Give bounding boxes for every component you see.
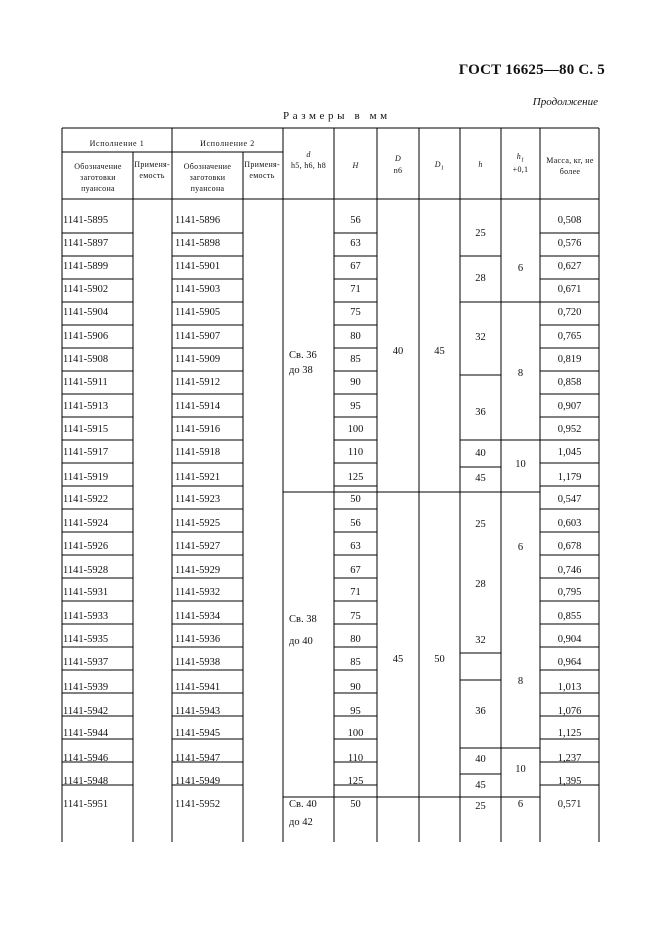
punch-blank-designation-1: 1141-5939 xyxy=(63,682,109,693)
mass-value: 0,746 xyxy=(557,565,582,576)
h1-value: 8 xyxy=(517,368,524,379)
mass-value: 0,671 xyxy=(557,284,582,295)
mass-value: 0,795 xyxy=(557,587,582,598)
H-value: 50 xyxy=(350,799,361,810)
mass-value: 1,237 xyxy=(557,753,582,764)
mass-value: 0,904 xyxy=(557,634,582,645)
punch-blank-designation-1: 1141-5937 xyxy=(63,657,109,668)
D1-value: 50 xyxy=(434,654,445,665)
punch-blank-designation-1: 1141-5935 xyxy=(63,634,109,645)
h1-value: 6 xyxy=(517,542,524,553)
d-range: до 40 xyxy=(289,636,313,647)
punch-blank-designation-2: 1141-5949 xyxy=(175,776,221,787)
punch-blank-designation-1: 1141-5948 xyxy=(63,776,109,787)
punch-blank-designation-2: 1141-5952 xyxy=(175,799,221,810)
D1-header: $D_1$ xyxy=(434,160,445,172)
H-value: 75 xyxy=(350,611,361,622)
punch-blank-designation-2: 1141-5905 xyxy=(175,307,221,318)
h-value: 36 xyxy=(475,706,486,717)
punch-blank-designation-2: 1141-5896 xyxy=(175,215,221,226)
mass-header: Масса, кг, не более xyxy=(546,156,594,176)
punch-blank-designation-2: 1141-5909 xyxy=(175,354,221,365)
punch-blank-designation-2: 1141-5941 xyxy=(175,682,221,693)
mass-value: 0,508 xyxy=(557,215,582,226)
H-value: 71 xyxy=(350,587,361,598)
H-value: 85 xyxy=(350,354,361,365)
H-value: 63 xyxy=(350,541,361,552)
punch-blank-designation-1: 1141-5895 xyxy=(63,215,109,226)
punch-blank-designation-1: 1141-5944 xyxy=(63,728,109,739)
punch-blank-designation-1: 1141-5899 xyxy=(63,261,109,272)
punch-blank-designation-2: 1141-5918 xyxy=(175,447,221,458)
punch-blank-designation-2: 1141-5903 xyxy=(175,284,221,295)
applicability-header-1: Применяемость xyxy=(134,160,170,180)
designation-header-1: Обозначение заготовки пуансона xyxy=(74,162,122,193)
mass-value: 0,855 xyxy=(557,611,582,622)
mass-value: 1,125 xyxy=(557,728,582,739)
mass-value: 0,964 xyxy=(557,657,582,668)
punch-blank-designation-1: 1141-5911 xyxy=(63,377,108,388)
H-value: 71 xyxy=(350,284,361,295)
punch-blank-designation-1: 1141-5919 xyxy=(63,472,109,483)
H-value: 100 xyxy=(347,728,364,739)
h-value: 25 xyxy=(475,519,486,530)
exec1-header: Исполнение 1 xyxy=(89,139,145,148)
mass-value: 0,765 xyxy=(557,331,582,342)
h-value: 45 xyxy=(475,473,486,484)
punch-blank-designation-1: 1141-5913 xyxy=(63,401,109,412)
D-value: 40 xyxy=(392,346,404,357)
d-tolerance-header: h5, h6, h8 xyxy=(291,161,326,170)
H-value: 75 xyxy=(350,307,361,318)
punch-blank-designation-2: 1141-5927 xyxy=(175,541,221,552)
mass-value: 0,678 xyxy=(557,541,582,552)
punch-blank-designation-2: 1141-5932 xyxy=(175,587,221,598)
punch-blank-designation-1: 1141-5933 xyxy=(63,611,109,622)
d-range: Св. 36 xyxy=(289,350,317,361)
punch-blank-designation-1: 1141-5926 xyxy=(63,541,109,552)
H-value: 100 xyxy=(347,424,364,435)
H-value: 125 xyxy=(347,776,364,787)
D1-value: 45 xyxy=(434,346,445,357)
d-range: Св. 40 xyxy=(289,799,317,810)
punch-blank-designation-1: 1141-5928 xyxy=(63,565,109,576)
punch-blank-designation-2: 1141-5943 xyxy=(175,706,221,717)
d-header: d xyxy=(306,150,311,159)
punch-blank-designation-2: 1141-5914 xyxy=(175,401,221,412)
d-range: до 42 xyxy=(289,817,313,828)
punch-blank-designation-2: 1141-5901 xyxy=(175,261,221,272)
mass-value: 0,819 xyxy=(557,354,582,365)
H-value: 80 xyxy=(350,634,361,645)
H-value: 63 xyxy=(350,238,361,249)
punch-blank-designation-2: 1141-5934 xyxy=(175,611,221,622)
mass-value: 0,571 xyxy=(557,799,582,810)
punch-blank-designation-1: 1141-5915 xyxy=(63,424,109,435)
sizes-label: Размеры в мм xyxy=(283,110,391,122)
mass-value: 0,627 xyxy=(557,261,582,272)
punch-blank-designation-1: 1141-5906 xyxy=(63,331,109,342)
punch-blank-designation-1: 1141-5951 xyxy=(63,799,109,810)
D-header: D xyxy=(394,154,402,163)
h-value: 40 xyxy=(475,448,486,459)
exec2-header: Исполнение 2 xyxy=(200,139,255,148)
mass-value: 0,952 xyxy=(557,424,582,435)
punch-blank-designation-2: 1141-5929 xyxy=(175,565,221,576)
d-range: Св. 38 xyxy=(289,614,317,625)
continuation-label: Продолжение xyxy=(532,96,598,108)
h-value: 32 xyxy=(475,332,486,343)
punch-blank-designation-1: 1141-5917 xyxy=(63,447,109,458)
H-value: 80 xyxy=(350,331,361,342)
D-tolerance-header: n6 xyxy=(393,166,403,175)
punch-blank-designation-2: 1141-5938 xyxy=(175,657,221,668)
mass-value: 1,045 xyxy=(557,447,582,458)
applicability-header-2: Применяемость xyxy=(244,160,280,180)
h-value: 32 xyxy=(475,635,486,646)
punch-blank-designation-2: 1141-5947 xyxy=(175,753,221,764)
mass-value: 0,907 xyxy=(557,401,582,412)
H-value: 50 xyxy=(350,494,361,505)
H-value: 110 xyxy=(347,753,364,764)
h-value: 45 xyxy=(475,780,486,791)
h1-value: 6 xyxy=(517,263,524,274)
h1-value: 10 xyxy=(515,459,526,470)
punch-blank-designation-2: 1141-5936 xyxy=(175,634,221,645)
H-value: 110 xyxy=(347,447,364,458)
H-value: 67 xyxy=(350,565,361,576)
h-value: 40 xyxy=(475,754,486,765)
H-value: 67 xyxy=(350,261,361,272)
punch-blank-designation-1: 1141-5924 xyxy=(63,518,109,529)
h1-value: 10 xyxy=(515,764,526,775)
h-value: 25 xyxy=(475,228,486,239)
h1-header: $h_1$ xyxy=(516,152,525,164)
punch-blank-designation-1: 1141-5897 xyxy=(63,238,109,249)
mass-value: 0,720 xyxy=(557,307,582,318)
punch-blank-designation-1: 1141-5931 xyxy=(63,587,109,598)
punch-blank-designation-2: 1141-5925 xyxy=(175,518,221,529)
mass-value: 1,013 xyxy=(557,682,582,693)
punch-blank-designation-1: 1141-5902 xyxy=(63,284,109,295)
designation-header-2: Обозначение заготовки пуансона xyxy=(183,162,232,193)
punch-blank-designation-2: 1141-5945 xyxy=(175,728,221,739)
h1-value: 6 xyxy=(517,799,524,810)
h-value: 25 xyxy=(475,801,486,812)
punch-blank-designation-2: 1141-5898 xyxy=(175,238,221,249)
punch-blank-designation-2: 1141-5921 xyxy=(175,472,221,483)
mass-value: 1,395 xyxy=(557,776,582,787)
h-value: 28 xyxy=(475,579,486,590)
h-value: 36 xyxy=(475,407,486,418)
d-range: до 38 xyxy=(289,365,313,376)
D-value: 45 xyxy=(392,654,404,665)
H-value: 90 xyxy=(350,682,361,693)
punch-blank-designation-1: 1141-5946 xyxy=(63,753,109,764)
mass-value: 0,576 xyxy=(557,238,582,249)
punch-blank-designation-1: 1141-5908 xyxy=(63,354,109,365)
punch-blank-designation-2: 1141-5923 xyxy=(175,494,221,505)
mass-value: 1,179 xyxy=(557,472,582,483)
punch-blank-designation-1: 1141-5922 xyxy=(63,494,109,505)
mass-value: 0,603 xyxy=(557,518,582,529)
H-value: 56 xyxy=(350,215,361,226)
page-header: ГОСТ 16625—80 С. 5 xyxy=(458,62,605,78)
h-value: 28 xyxy=(475,273,486,284)
punch-blank-designation-1: 1141-5904 xyxy=(63,307,109,318)
mass-value: 0,858 xyxy=(557,377,582,388)
H-value: 56 xyxy=(350,518,361,529)
mass-value: 1,076 xyxy=(557,706,582,717)
h-header: h xyxy=(478,160,483,169)
h1-tolerance-header: +0,1 xyxy=(512,165,529,174)
H-value: 125 xyxy=(347,472,364,483)
H-value: 90 xyxy=(350,377,361,388)
punch-blank-designation-2: 1141-5912 xyxy=(175,377,221,388)
punch-blank-designation-2: 1141-5916 xyxy=(175,424,221,435)
mass-value: 0,547 xyxy=(557,494,582,505)
punch-blank-designation-2: 1141-5907 xyxy=(175,331,221,342)
H-value: 95 xyxy=(350,706,361,717)
punch-blank-designation-1: 1141-5942 xyxy=(63,706,109,717)
H-value: 95 xyxy=(350,401,361,412)
H-value: 85 xyxy=(350,657,361,668)
h1-value: 8 xyxy=(517,676,524,687)
H-header: H xyxy=(352,161,359,170)
